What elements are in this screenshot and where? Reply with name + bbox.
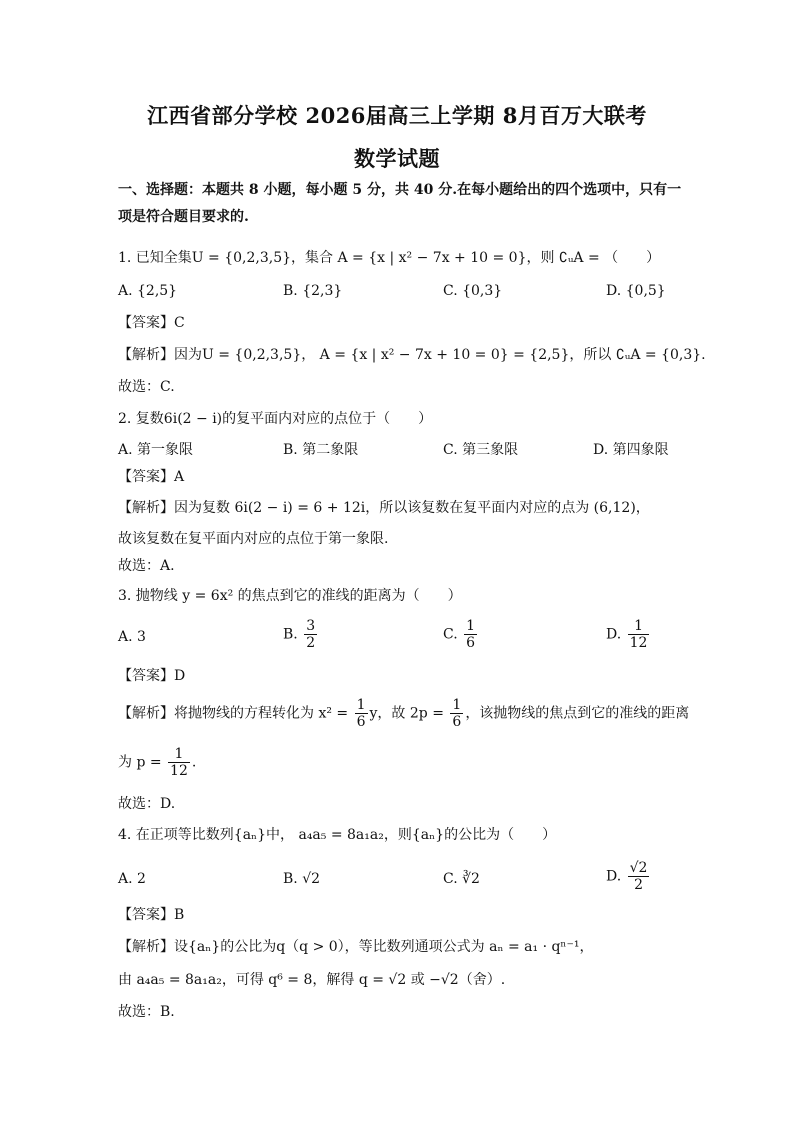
q3-option-b-label: B. xyxy=(283,626,298,643)
q3-option-a: A. 3 xyxy=(118,629,146,645)
q2-option-a: A. 第一象限 xyxy=(118,442,194,458)
q3-option-b-fraction: $\frac{3}{2}$ xyxy=(306,618,316,651)
q4-option-c: C. ∛2 xyxy=(443,871,480,887)
q4-option-d-fraction: $\frac{√2}{2}$ xyxy=(629,860,648,893)
q4-option-a: A. 2 xyxy=(118,871,146,887)
q3-choice: 故选：D. xyxy=(118,796,176,812)
q1-option-b: B. {2,3} xyxy=(283,283,343,299)
q2-analysis-line1: 【解析】因为复数 6i(2 − i) = 6 + 12i，所以该复数在复平面内对应的点为 (6,12)， xyxy=(118,500,650,516)
q3-analysis-line2: 为 p = $\frac{1}{12}$ . xyxy=(118,746,197,779)
q4-analysis-line2: 由 a₄a₅ = 8a₁a₂，可得 q⁶ = 8，解得 q = √2 或 −√2（舍）. xyxy=(118,972,506,988)
q2-stem: 2. 复数6i(2 − i)的复平面内对应的点位于（ ） xyxy=(118,411,433,427)
q3-option-d-fraction: $\frac{1}{12}$ xyxy=(629,618,648,651)
q1-stem: 1. 已知全集U = {0,2,3,5}，集合 A = {x | x² − 7x + 10 = 0}，则 ∁ᵤA = （ ） xyxy=(118,250,661,266)
q3-answer: 【答案】D xyxy=(118,668,186,684)
q3-analysis-fraction-1: $\frac{1}{6}$ xyxy=(356,697,366,730)
q1-analysis: 【解析】因为U = {0,2,3,5}， A = {x | x² − 7x + 10 = 0} = {2,5}，所以 ∁ᵤA = {0,3}. xyxy=(118,347,706,363)
q3-analysis-fraction-2: $\frac{1}{6}$ xyxy=(452,697,462,730)
q2-analysis-line2: 故该复数在复平面内对应的点位于第一象限. xyxy=(118,531,389,547)
q1-answer: 【答案】C xyxy=(118,315,185,331)
q4-choice: 故选：B. xyxy=(118,1004,175,1020)
q4-stem: 4. 在正项等比数列{aₙ}中， a₄a₅ = 8a₁a₂，则{aₙ}的公比为（ ） xyxy=(118,827,557,843)
q3-option-b xyxy=(283,618,319,651)
q2-answer: 【答案】A xyxy=(118,469,185,485)
page-title: 江西省部分学校 2026届高三上学期 8月百万大联考 xyxy=(147,103,647,128)
q4-option-b: B. √2 xyxy=(283,871,321,887)
q4-option-d-label: D. xyxy=(606,868,622,885)
q2-choice: 故选：A. xyxy=(118,558,175,574)
q3-analysis-line1: 【解析】将抛物线的方程转化为 x² = $\frac{1}{6}$ y，故 2p = $\frac{1}{6}$ ，该抛物线的焦点到它的准线的距离 xyxy=(118,697,690,730)
q3-stem: 3. 抛物线 y = 6x² 的焦点到它的准线的距离为（ ） xyxy=(118,588,462,604)
q3-option-d-label: D. xyxy=(606,626,622,643)
q4-analysis-line1: 【解析】设{aₙ}的公比为q（q > 0），等比数列通项公式为 aₙ = a₁ · qⁿ⁻¹， xyxy=(118,939,594,955)
q3-option-c-label: C. xyxy=(443,626,458,643)
q3-option-c xyxy=(443,618,479,651)
page-subtitle: 数学试题 xyxy=(354,146,440,171)
q2-option-d: D. 第四象限 xyxy=(593,442,669,458)
q4-option-d xyxy=(606,860,651,893)
q2-option-c: C. 第三象限 xyxy=(443,442,519,458)
q1-option-c: C. {0,3} xyxy=(443,283,503,299)
q3-option-c-fraction: $\frac{1}{6}$ xyxy=(466,618,476,651)
section-heading-line2: 项是符合题目要求的. xyxy=(118,209,249,225)
q3-analysis-fraction-3: $\frac{1}{12}$ xyxy=(170,746,188,779)
q2-option-b: B. 第二象限 xyxy=(283,442,359,458)
q1-option-d: D. {0,5} xyxy=(606,283,666,299)
q1-option-a: A. {2,5} xyxy=(118,283,178,299)
q3-option-d xyxy=(606,618,651,651)
section-heading-line1: 一、选择题：本题共 8 小题，每小题 5 分，共 40 分.在每小题给出的四个选项中，只有一 xyxy=(118,182,682,198)
q1-choice: 故选：C. xyxy=(118,379,175,395)
q4-answer: 【答案】B xyxy=(118,907,185,923)
